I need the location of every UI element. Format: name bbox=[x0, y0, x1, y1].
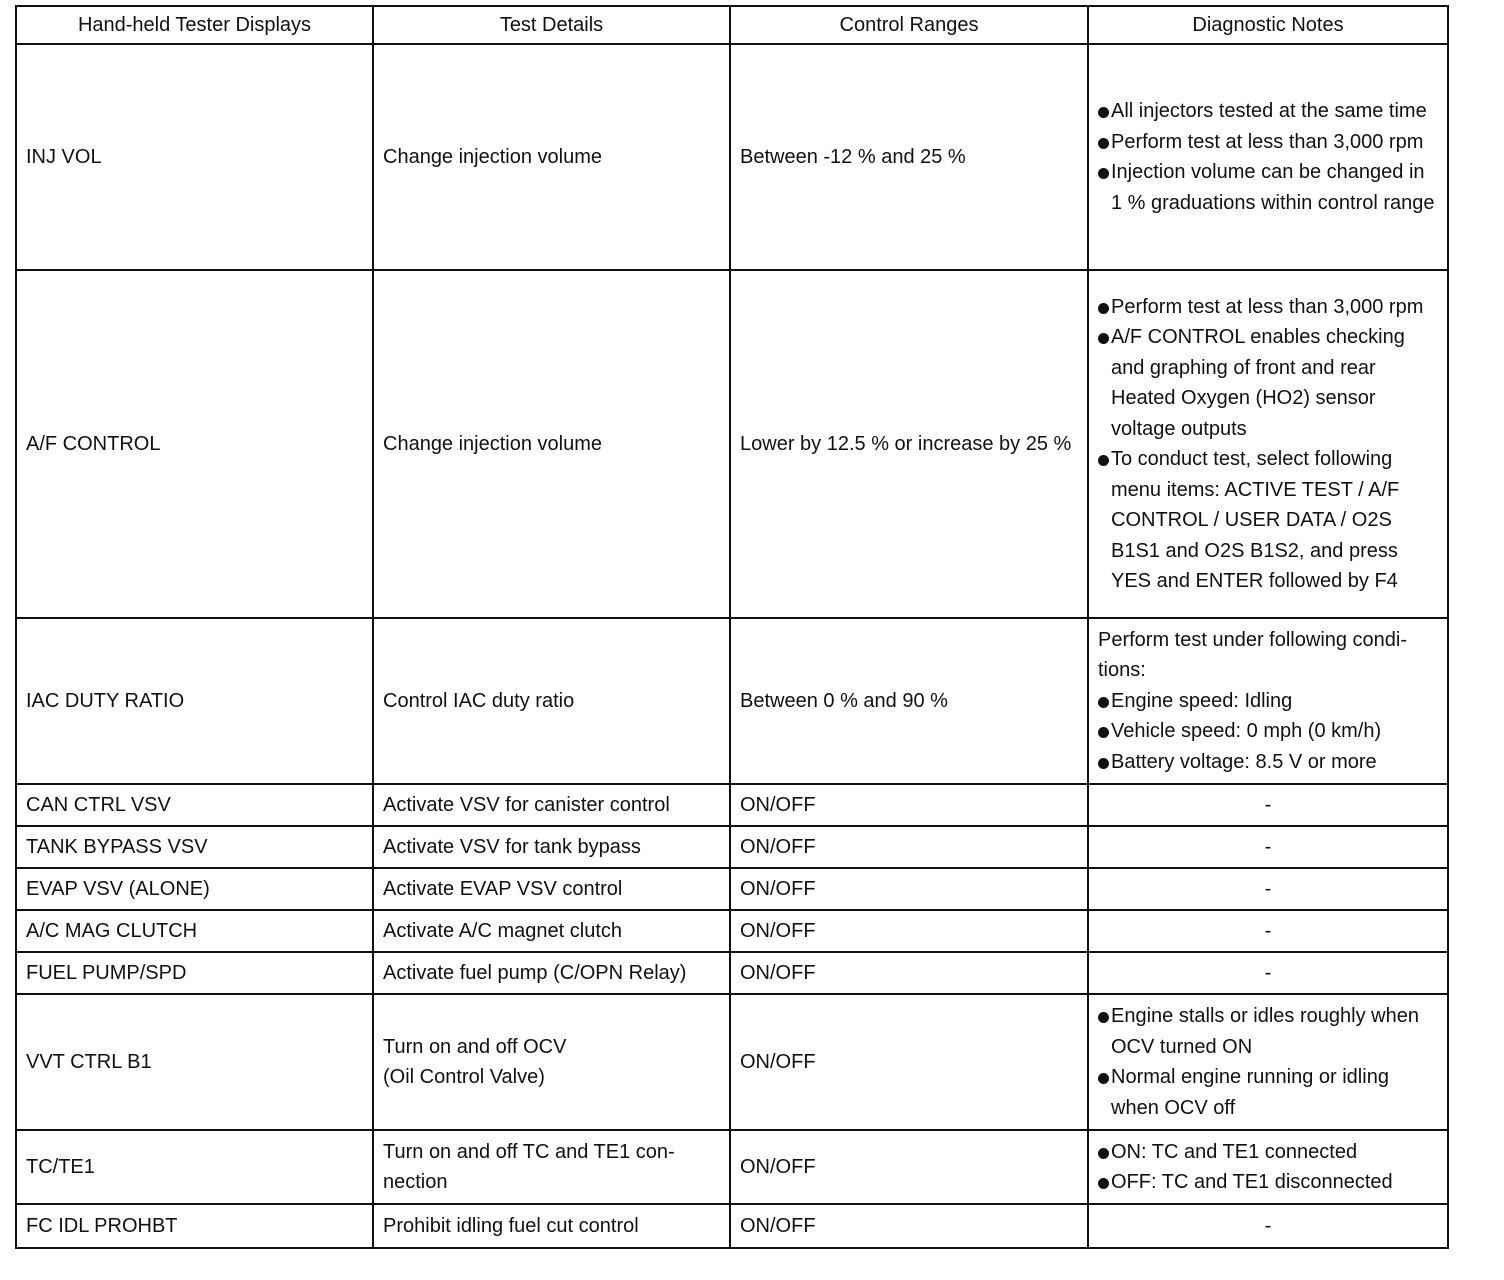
notes-bullet-item: Perform test at less than 3,000 rpm bbox=[1098, 127, 1438, 158]
header-control-ranges: Control Ranges bbox=[730, 6, 1088, 44]
tester-display-cell: A/F CONTROL bbox=[16, 270, 373, 618]
test-details-cell bbox=[373, 44, 730, 270]
control-range-cell: Between 0 % and 90 % bbox=[730, 618, 1088, 784]
test-details-line: Activate VSV for tank bypass bbox=[383, 835, 641, 858]
header-test-details: Test Details bbox=[373, 6, 730, 44]
diagnostic-notes-cell bbox=[1088, 44, 1448, 270]
test-details-line: Activate fuel pump (C/OPN Relay) bbox=[383, 961, 687, 984]
notes-bullet-item: Injection volume can be changed in 1 % graduations within control range bbox=[1098, 157, 1438, 218]
control-range-cell: ON/OFF bbox=[730, 952, 1088, 994]
notes-bullet-list bbox=[1098, 1137, 1438, 1198]
test-details-cell bbox=[373, 1130, 730, 1204]
tester-display-cell: CAN CTRL VSV bbox=[16, 784, 373, 826]
tester-display-cell: FUEL PUMP/SPD bbox=[16, 952, 373, 994]
table-row bbox=[16, 868, 1448, 910]
notes-bullet-item: Normal engine running or idling when OCV off bbox=[1098, 1062, 1438, 1123]
test-details-cell bbox=[373, 270, 730, 618]
tester-display-cell: A/C MAG CLUTCH bbox=[16, 910, 373, 952]
control-range-cell: ON/OFF bbox=[730, 910, 1088, 952]
notes-bullet-item: Perform test at less than 3,000 rpm bbox=[1098, 292, 1438, 323]
control-range-cell: ON/OFF bbox=[730, 784, 1088, 826]
notes-bullet-list bbox=[1098, 292, 1438, 597]
table-row bbox=[16, 910, 1448, 952]
header-tester-displays: Hand-held Tester Displays bbox=[16, 6, 373, 44]
test-details-cell bbox=[373, 952, 730, 994]
notes-bullet-item: Engine speed: Idling bbox=[1098, 686, 1438, 717]
test-details-cell bbox=[373, 868, 730, 910]
diagnostic-notes-cell bbox=[1088, 1130, 1448, 1204]
tester-display-cell: VVT CTRL B1 bbox=[16, 994, 373, 1130]
test-details-line: Turn on and off OCV bbox=[383, 1035, 567, 1058]
table-header-row bbox=[16, 6, 1448, 44]
tester-display-cell: INJ VOL bbox=[16, 44, 373, 270]
test-details-cell bbox=[373, 994, 730, 1130]
notes-bullet-list bbox=[1098, 96, 1438, 218]
test-details-line: Turn on and off TC and TE1 con-nection bbox=[383, 1140, 675, 1193]
control-range-cell: ON/OFF bbox=[730, 1204, 1088, 1248]
notes-bullet-item: ON: TC and TE1 connected bbox=[1098, 1137, 1438, 1168]
tester-display-cell: TC/TE1 bbox=[16, 1130, 373, 1204]
test-details-cell bbox=[373, 910, 730, 952]
test-details-cell bbox=[373, 1204, 730, 1248]
table-body bbox=[16, 44, 1448, 1248]
control-range-cell: ON/OFF bbox=[730, 826, 1088, 868]
test-details-line: Change injection volume bbox=[383, 145, 603, 168]
test-details-cell bbox=[373, 784, 730, 826]
diagnostic-notes-cell bbox=[1088, 270, 1448, 618]
control-range-cell: Between -12 % and 25 % bbox=[730, 44, 1088, 270]
notes-intro: Perform test under following condi-tions: bbox=[1098, 628, 1408, 682]
table-row bbox=[16, 826, 1448, 868]
diagnostic-notes-cell: - bbox=[1088, 1204, 1448, 1248]
diagnostic-notes-cell: - bbox=[1088, 910, 1448, 952]
test-details-cell bbox=[373, 826, 730, 868]
notes-bullet-list bbox=[1098, 1001, 1438, 1123]
tester-display-cell: IAC DUTY RATIO bbox=[16, 618, 373, 784]
notes-bullet-item: OFF: TC and TE1 disconnected bbox=[1098, 1167, 1438, 1198]
table-row bbox=[16, 44, 1448, 270]
diagnostic-notes-cell bbox=[1088, 994, 1448, 1130]
table-row bbox=[16, 618, 1448, 784]
table-row bbox=[16, 1130, 1448, 1204]
control-range-cell: Lower by 12.5 % or increase by 25 % bbox=[730, 270, 1088, 618]
control-range-cell: ON/OFF bbox=[730, 1130, 1088, 1204]
notes-bullet-item: To conduct test, select following menu items: ACTIVE TEST / A/F CONTROL / USER DATA / O2S B1S1 and O2S B1S2, and press YES and ENTER followed by F4 bbox=[1098, 444, 1438, 597]
control-range-cell: ON/OFF bbox=[730, 994, 1088, 1130]
active-test-table bbox=[15, 5, 1449, 1249]
test-details-line: Activate EVAP VSV control bbox=[383, 877, 623, 900]
tester-display-cell: FC IDL PROHBT bbox=[16, 1204, 373, 1248]
table-row bbox=[16, 270, 1448, 618]
table-row bbox=[16, 994, 1448, 1130]
notes-bullet-item: All injectors tested at the same time bbox=[1098, 96, 1438, 127]
table-row bbox=[16, 952, 1448, 994]
notes-bullet-item: Battery voltage: 8.5 V or more bbox=[1098, 747, 1438, 778]
notes-bullet-list bbox=[1098, 686, 1438, 778]
test-details-cell bbox=[373, 618, 730, 784]
test-details-line: Prohibit idling fuel cut control bbox=[383, 1214, 639, 1237]
diagnostic-notes-cell: - bbox=[1088, 868, 1448, 910]
test-details-line: (Oil Control Valve) bbox=[383, 1066, 545, 1088]
notes-bullet-item: A/F CONTROL enables checking and graphing of front and rear Heated Oxygen (HO2) sensor voltage outputs bbox=[1098, 322, 1438, 444]
table-row bbox=[16, 784, 1448, 826]
test-details-line: Activate A/C magnet clutch bbox=[383, 919, 623, 942]
tester-display-cell: EVAP VSV (ALONE) bbox=[16, 868, 373, 910]
notes-bullet-item: Engine stalls or idles roughly when OCV turned ON bbox=[1098, 1001, 1438, 1062]
diagnostic-notes-cell bbox=[1088, 618, 1448, 784]
header-diagnostic-notes: Diagnostic Notes bbox=[1088, 6, 1448, 44]
diagnostic-notes-cell: - bbox=[1088, 826, 1448, 868]
control-range-cell: ON/OFF bbox=[730, 868, 1088, 910]
notes-bullet-item: Vehicle speed: 0 mph (0 km/h) bbox=[1098, 716, 1438, 747]
tester-display-cell: TANK BYPASS VSV bbox=[16, 826, 373, 868]
test-details-line: Activate VSV for canister control bbox=[383, 793, 670, 816]
diagnostic-notes-cell: - bbox=[1088, 784, 1448, 826]
diagnostic-notes-cell: - bbox=[1088, 952, 1448, 994]
test-details-line: Control IAC duty ratio bbox=[383, 689, 575, 712]
table-row bbox=[16, 1204, 1448, 1248]
test-details-line: Change injection volume bbox=[383, 432, 603, 455]
